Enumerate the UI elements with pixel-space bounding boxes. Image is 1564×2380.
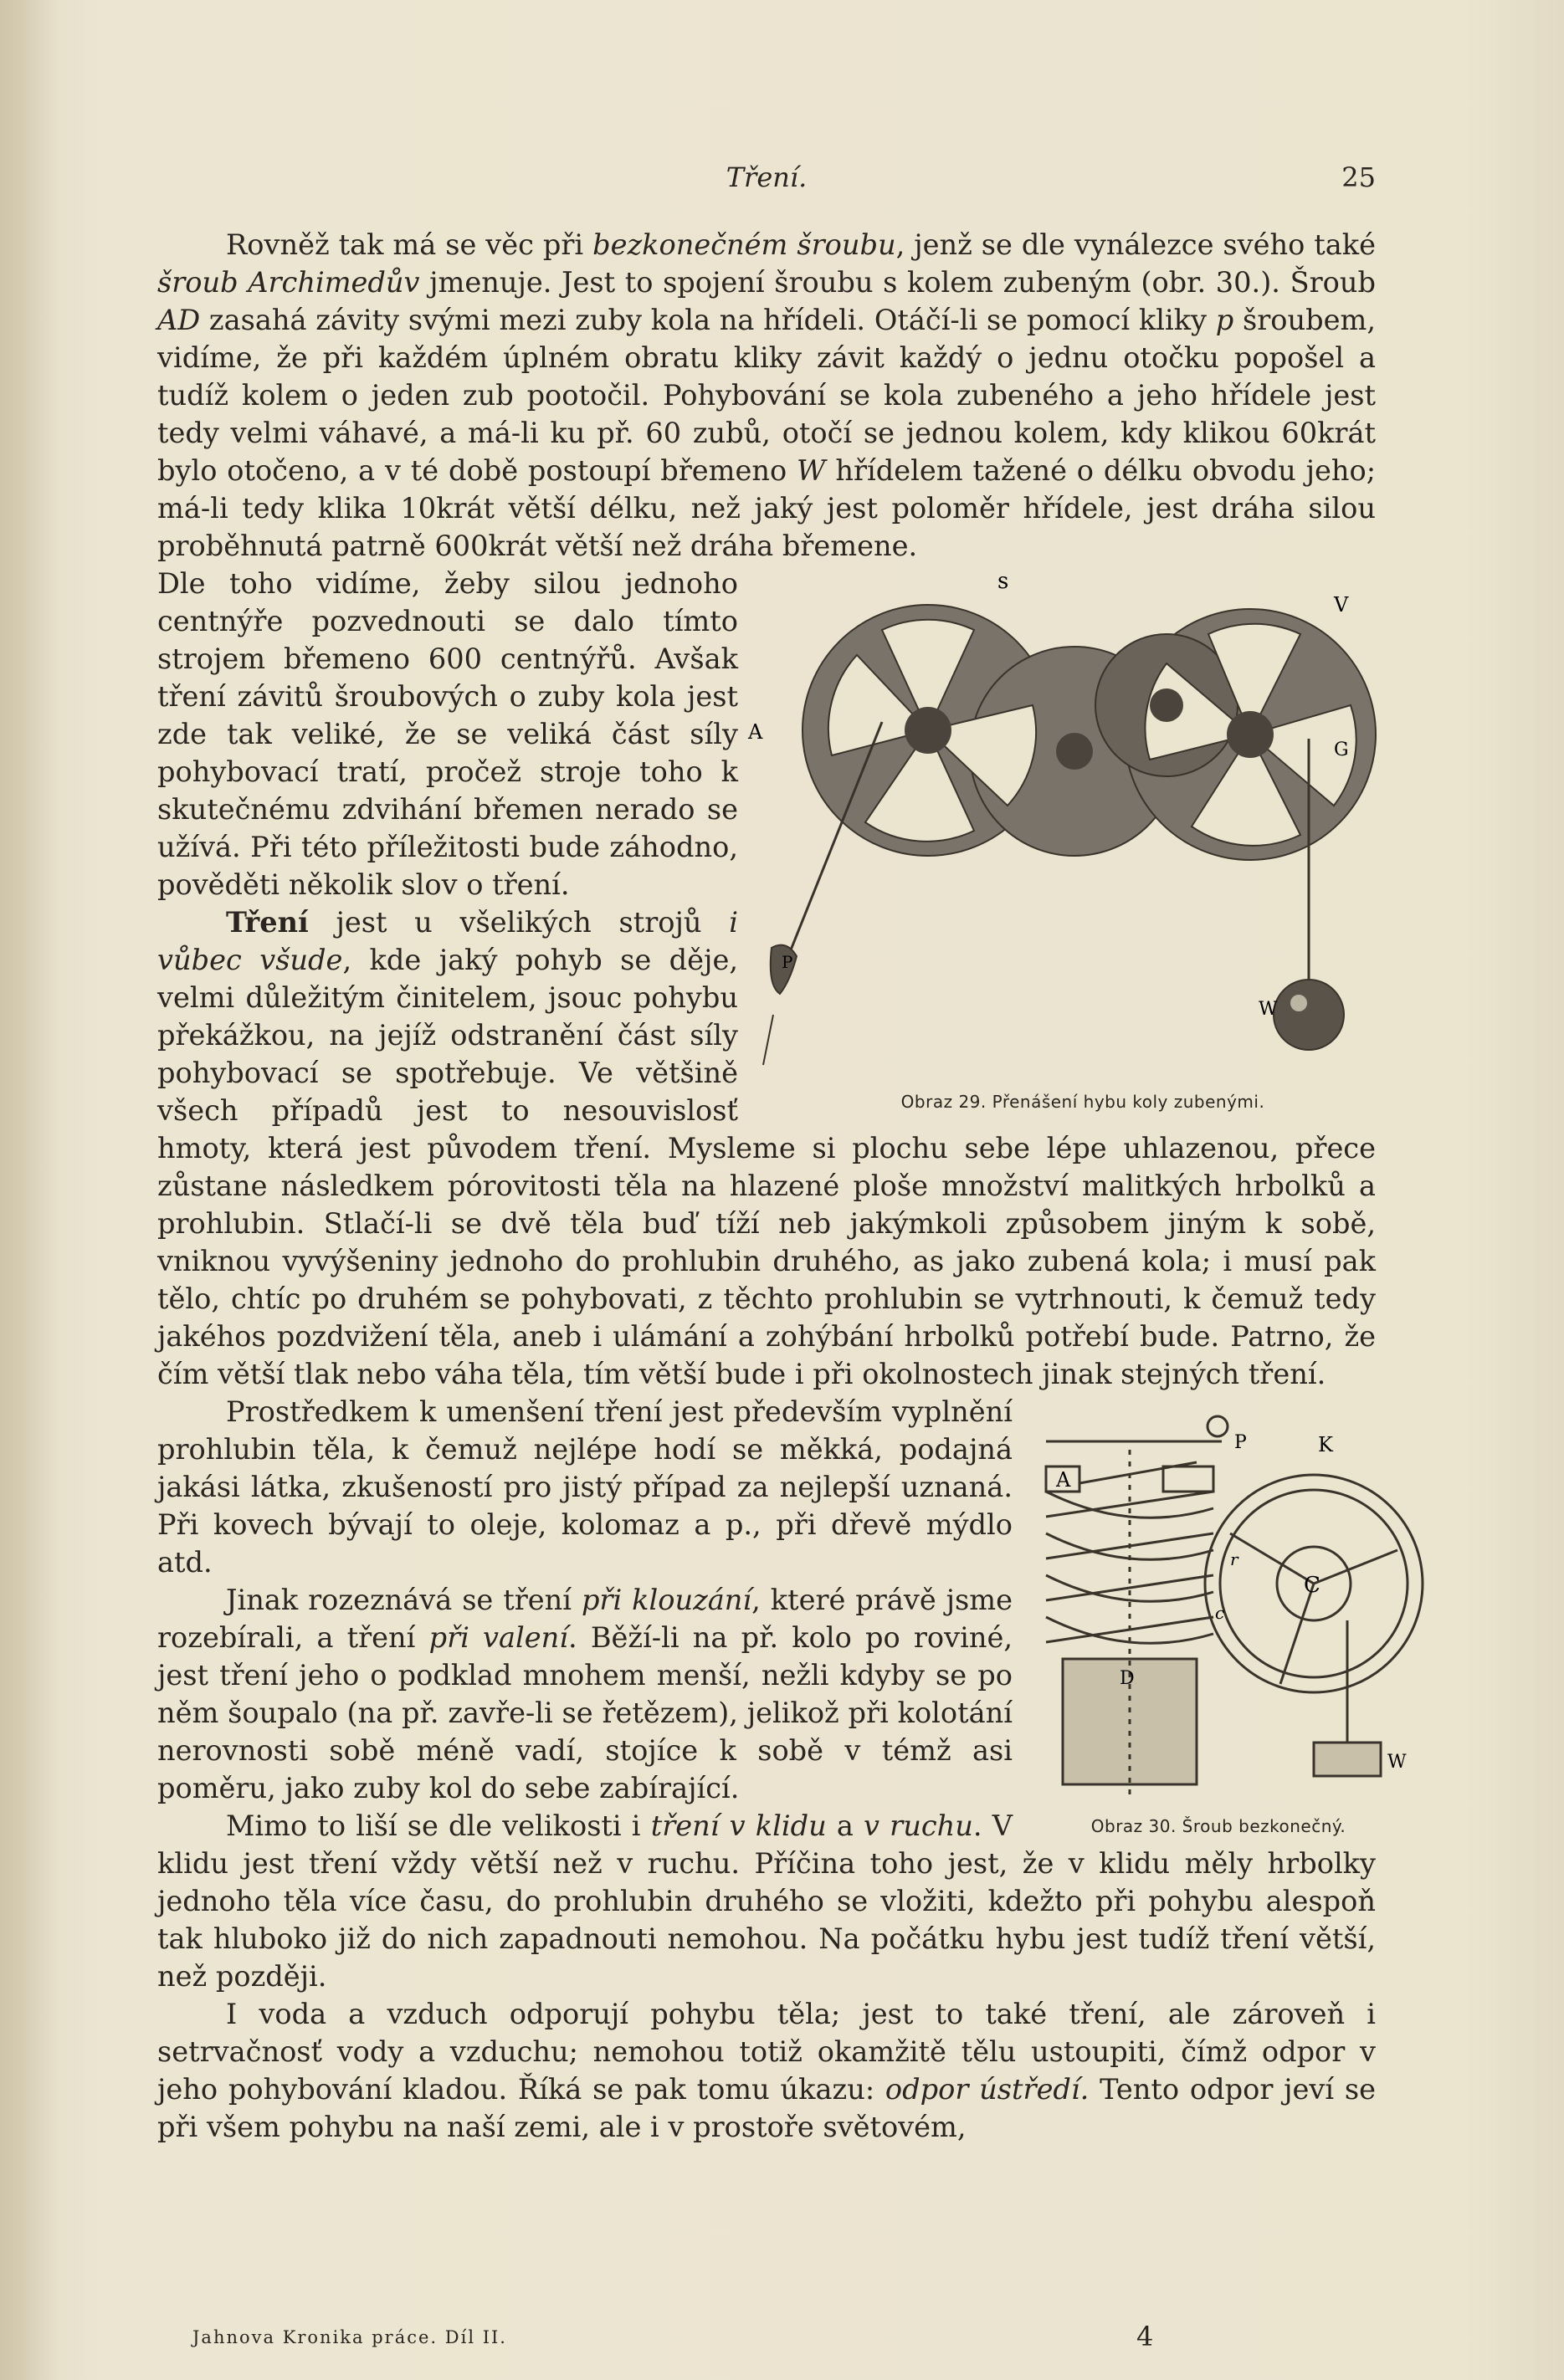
printer-signature: Jahnova Kronika práce. Díl II. [192, 2327, 507, 2347]
svg-text:W: W [1387, 1752, 1407, 1773]
paragraph-1: Rovněž tak má se věc při bezkonečném šroubu, jenž se dle vynálezce svého také šroub Archimedův jmenuje. Jest to spojení šroubu s kolem zubeným (obr. 30.). Šroub AD zasahá závity svými mezi zuby kola na hřídeli. Otáčí-li se pomocí kliky p šroubem, vidíme, že při každém úplném obratu kliky závit každý o jednu otočku popošel a tudíž kolem o jeden zub pootočil. Pohybování se kola zubeného a jeho hřídele jest tedy velmi váhavé, a má-li ku př. 60 zubů, otočí se jednou kolem, kdy klikou 60krát bylo otočeno, a v té době postoupí břemeno W hřídelem tažené o délku obvodu jeho; má-li tedy klika 10krát větší délku, než jaký jest poloměr hřídele, jest dráha silou proběhnutá patrně 600krát větší než dráha břemene. [157, 228, 1377, 562]
paragraph-6: Mimo to liší se dle velikosti i tření v klidu a v ruchu. V klidu jest tření vždy větší než v ruchu. Příčina toho jest, že v klidu měly hrbolky jednoho těla více času, do prohlubin druhého se vložiti, kdežto při pohybu alespoň tak hluboko již do nich zapadnouti nemohou. Na počátku hybu jest tudíž tření větší, než později. [157, 1809, 1376, 1993]
svg-text:P: P [1234, 1432, 1247, 1453]
page-footer [157, 2321, 1376, 2361]
figure-29-caption: Obraz 29. Přenášení hybu koly zubenými. [900, 1092, 1265, 1112]
paragraph-5: Jinak rozeznává se tření při klouzání, které právě jsme rozebírali, a tření při valení. Běží-li na př. kolo po roviné, jest tření jeho o podklad mnohem menší, nežli kdyby se po něm šoupalo (na př. zavře-li se řetězem), jelikož při kolotání nerovnosti sobě méně vadí, stojíce k sobě v témž asi poměru, jako zuby kol do sebe zabírající. [157, 1584, 1013, 1804]
svg-text:D: D [1120, 1668, 1135, 1689]
svg-text:A: A [748, 720, 763, 744]
svg-text:K: K [1318, 1433, 1333, 1456]
page-number: 25 [1341, 161, 1376, 193]
figure-30-worm-gear [1029, 1416, 1408, 1845]
figure-29-gear-train [748, 569, 1409, 1112]
page-header [157, 161, 1376, 195]
paragraph-3: Tření jest u všelikých strojů i vůbec všude, kde jaký pohyb se děje, velmi důležitým činitelem, jsouc pohybu překážkou, na jejíž odstranění část síly pohybovací se spotřebuje. Ve většině všech případů jest to nesouvislosť hmoty, která jest původem tření. Mysleme si plochu sebe lépe uhlazenou, přece zůstane následkem pórovitosti těla na hlazené ploše množství malitkých hrbolků a prohlubin. Stlačí-li se dvě těla buď tíží neb jakýmkoli způsobem jiným k sobě, vniknou vyvýšeniny jednoho do prohlubin druhého, as jako zubená kola; i musí pak tělo, chtíc po druhém se pohybovati, z těchto prohlubin se vytrhnouti, k čemuž tedy jakéhos pozdvižení těla, aneb i ulámání a zohýbání hrbolků potřebí bude. Patrno, že čím větší tlak nebo váha těla, tím větší bude i při okolnostech jinak stejných tření. [157, 905, 1376, 1390]
gear-train-illustration [748, 569, 1409, 1082]
paragraph-2: Dle toho vidíme, žeby silou jednoho centnýře pozvednouti se dalo tímto strojem břemeno 600 centnýřů. Avšak tření závitů šroubových o zuby kola jest zde tak veliké, že se veliká část síly pohybovací tratí, pročež stroje toho k skutečnému zdvihání břemen nerado se užívá. Při této příležitosti bude záhodno, pověděti několik slov o tření. [157, 567, 738, 901]
figure-30-caption: Obraz 30. Šroub bezkonečný. [1090, 1816, 1346, 1836]
weight-ball [1274, 980, 1344, 1050]
svg-text:A: A [1056, 1468, 1071, 1492]
paragraph-4: Prostředkem k umenšení tření jest především vyplnění prohlubin těla, k čemuž nejlépe hodí se měkká, podajná jakási látka, zkušeností pro jistý případ za nejlepší uznaná. Při kovech bývají to oleje, kolomaz a p., při dřevě mýdlo atd. [157, 1395, 1013, 1579]
svg-text:C: C [1304, 1573, 1320, 1598]
svg-text:c: c [1215, 1603, 1225, 1623]
running-title: Tření. [726, 161, 808, 193]
svg-text:s: s [997, 569, 1009, 594]
worm-gear-illustration [1029, 1416, 1408, 1801]
binding-gutter [0, 0, 59, 2380]
body-text [157, 226, 1407, 2146]
svg-text:W: W [1259, 999, 1278, 1020]
svg-text:P: P [782, 952, 793, 972]
svg-text:G: G [1334, 740, 1349, 760]
sheet-number: 4 [1136, 2321, 1154, 2352]
paragraph-7: I voda a vzduch odporují pohybu těla; jest to také tření, ale zároveň i setrvačnosť vody a vzduchu; nemohou totiž okamžitě tělu ustoupiti, čímž odpor v jeho pohybování kladou. Říká se pak tomu úkazu: odpor ústředí. Tento odpor jeví se při všem pohybu na naší zemi, ale i v prostoře světovém, [157, 1998, 1376, 2143]
svg-text:r: r [1230, 1549, 1238, 1569]
svg-text:V: V [1334, 593, 1349, 617]
